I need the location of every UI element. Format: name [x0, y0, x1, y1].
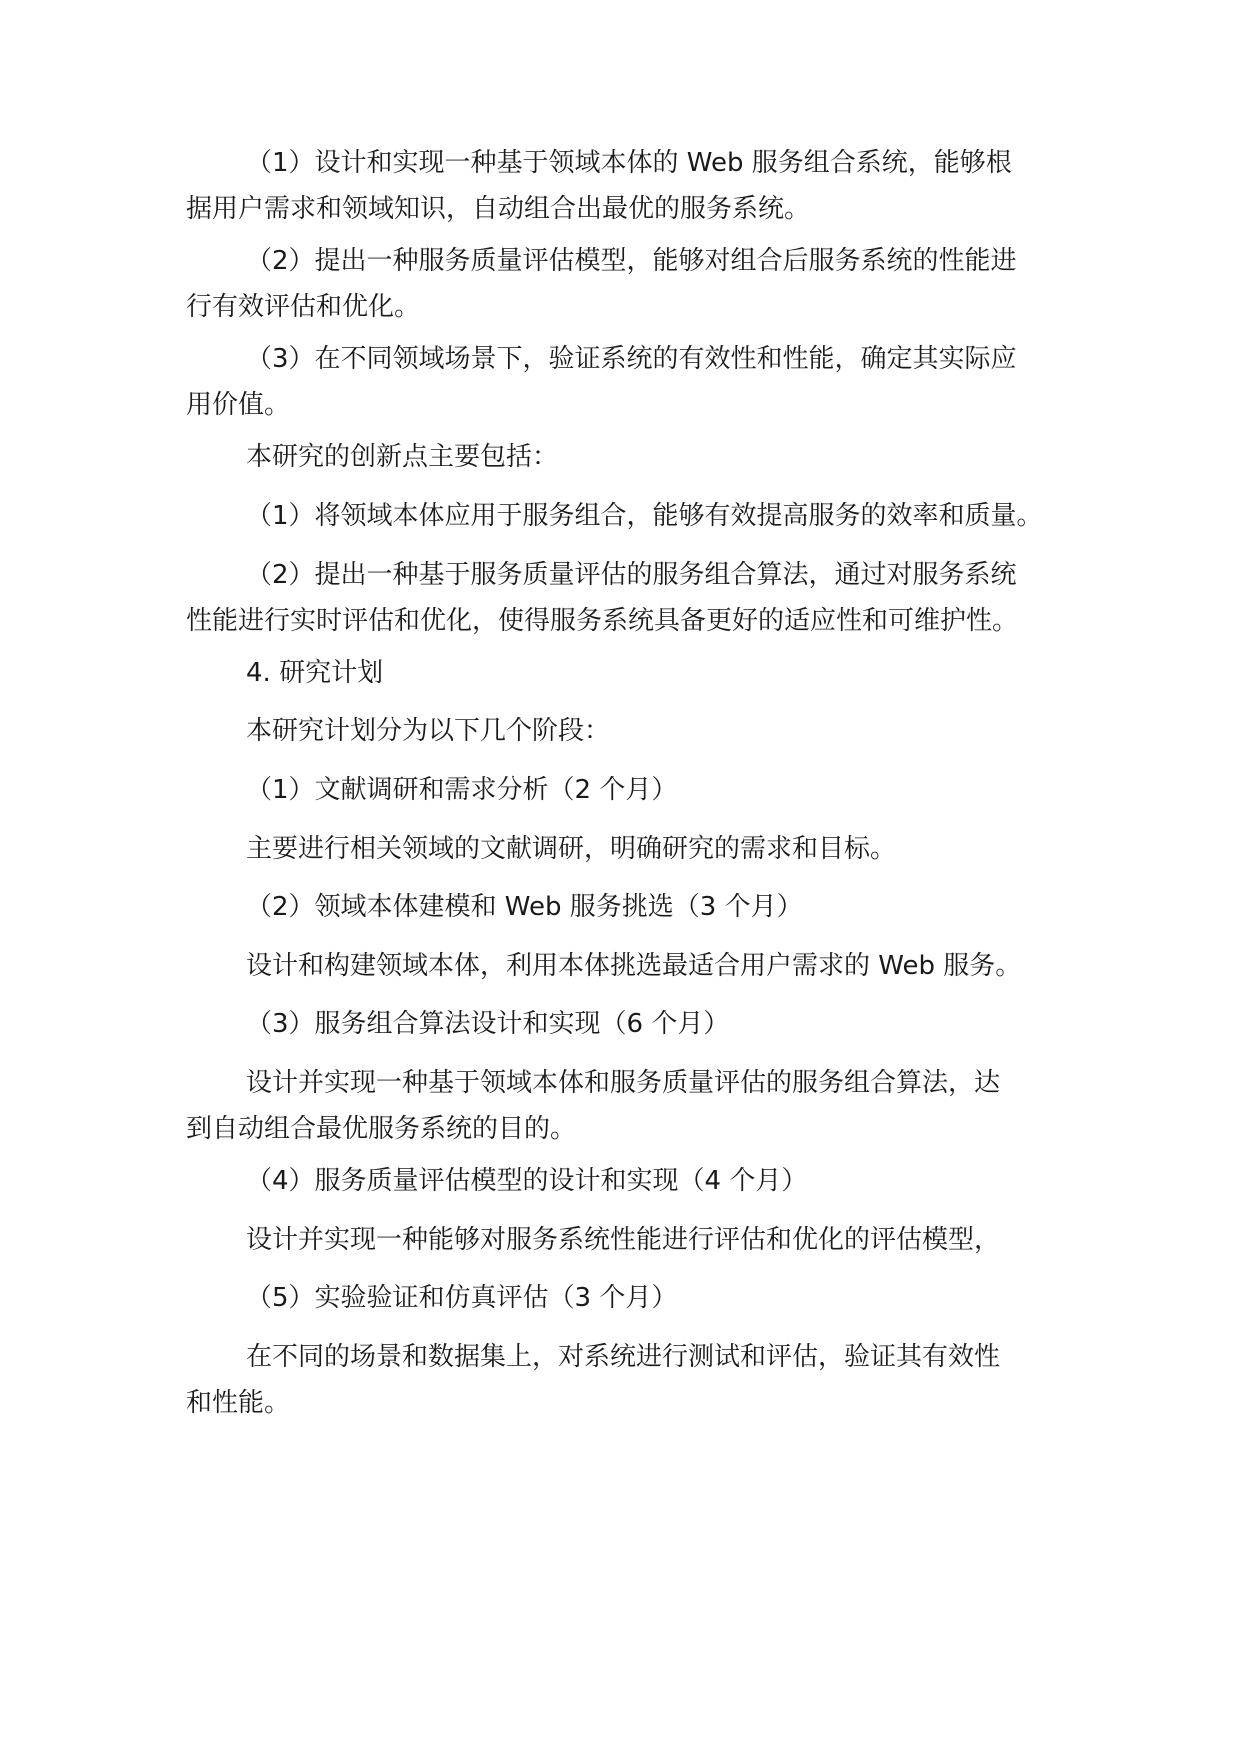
paragraph-objective-2 — [186, 238, 1066, 330]
paragraph-plan-intro — [186, 708, 1066, 754]
paragraph-objective-1 — [186, 140, 1066, 232]
text-line: 主要进行相关领域的文献调研，明确研究的需求和目标。 — [246, 834, 897, 864]
paragraph-innovation-1 — [186, 493, 1066, 539]
paragraph-phase-5-title — [186, 1275, 1066, 1321]
paragraph-phase-2-desc — [186, 943, 1066, 989]
text-line: （2）提出一种基于服务质量评估的服务组合算法，通过对服务系统 — [246, 560, 1017, 590]
text-line: （1）将领域本体应用于服务组合，能够有效提高服务的效率和质量。 — [246, 501, 1043, 531]
paragraph-innovation-2 — [186, 552, 1066, 644]
text-line: （1）文献调研和需求分析（2 个月） — [246, 775, 678, 805]
text-line: 4. 研究计划 — [246, 658, 384, 688]
paragraph-phase-3-desc — [186, 1060, 1066, 1152]
text-line: （3）服务组合算法设计和实现（6 个月） — [246, 1009, 730, 1039]
paragraph-phase-5-desc — [186, 1334, 1066, 1426]
text-line: 在不同的场景和数据集上，对系统进行测试和评估，验证其有效性 — [246, 1342, 1001, 1372]
paragraph-objective-3 — [186, 336, 1066, 428]
text-line: （3）在不同领域场景下，验证系统的有效性和性能，确定其实际应 — [246, 344, 1017, 374]
paragraph-phase-1-desc — [186, 826, 1066, 872]
paragraph-phase-2-title — [186, 884, 1066, 930]
paragraph-phase-3-title — [186, 1001, 1066, 1047]
text-line: （2）提出一种服务质量评估模型，能够对组合后服务系统的性能进 — [246, 246, 1017, 276]
text-line: 本研究的创新点主要包括： — [246, 442, 559, 472]
text-line: （1）设计和实现一种基于领域本体的 Web 服务组合系统，能够根 — [246, 148, 1012, 178]
text-line: 性能进行实时评估和优化，使得服务系统具备更好的适应性和可维护性。 — [186, 606, 1019, 636]
text-line: （5）实验验证和仿真评估（3 个月） — [246, 1283, 678, 1313]
section-heading-research-plan — [186, 650, 1066, 696]
paragraph-phase-4-title — [186, 1158, 1066, 1204]
text-line: 设计和构建领域本体，利用本体挑选最适合用户需求的 Web 服务。 — [246, 951, 1022, 981]
text-line: 据用户需求和领域知识，自动组合出最优的服务系统。 — [186, 194, 811, 224]
text-line: 和性能。 — [186, 1388, 291, 1418]
paragraph-phase-4-desc — [186, 1217, 1066, 1263]
paragraph-phase-1-title — [186, 767, 1066, 813]
paragraph-innovation-intro — [186, 434, 1066, 480]
text-line: 设计并实现一种基于领域本体和服务质量评估的服务组合算法，达 — [246, 1068, 1001, 1098]
text-line: 用价值。 — [186, 390, 291, 420]
text-line: （4）服务质量评估模型的设计和实现（4 个月） — [246, 1166, 808, 1196]
text-line: 本研究计划分为以下几个阶段： — [246, 716, 611, 746]
text-line: 设计并实现一种能够对服务系统性能进行评估和优化的评估模型， — [246, 1225, 1001, 1255]
text-line: 行有效评估和优化。 — [186, 292, 421, 322]
text-line: （2）领域本体建模和 Web 服务挑选（3 个月） — [246, 892, 803, 922]
text-line: 到自动组合最优服务系统的目的。 — [186, 1114, 577, 1144]
